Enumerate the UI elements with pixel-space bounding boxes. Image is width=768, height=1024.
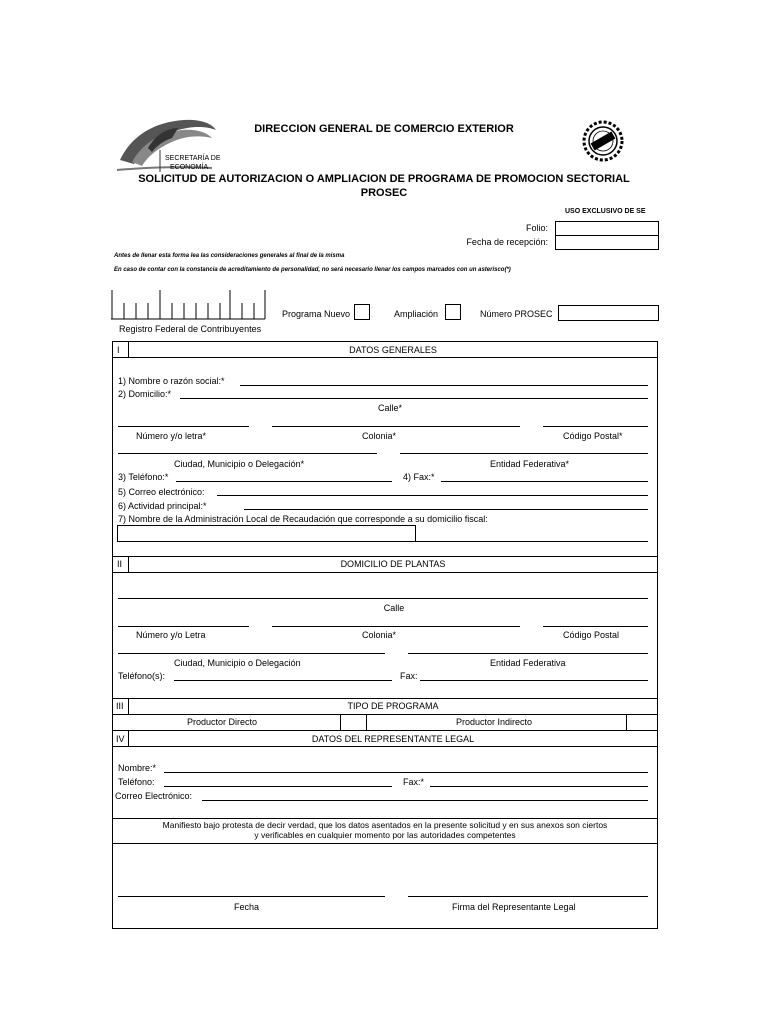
actividad-label: 6) Actividad principal:* bbox=[118, 501, 207, 511]
planta-calle-field[interactable] bbox=[118, 598, 648, 599]
planta-telefono-field[interactable] bbox=[174, 680, 392, 681]
entidad-field[interactable] bbox=[400, 453, 648, 454]
admin-local-field[interactable] bbox=[117, 525, 416, 542]
planta-cp-label: Código Postal bbox=[563, 630, 620, 640]
note-acreditamiento: En caso de contar con la constancia de acreditamiento de personalidad, no será necesario llenar los campos marcados con un asterisco(*) bbox=[114, 267, 511, 273]
fecha-recepcion-label: Fecha de recepción: bbox=[466, 237, 548, 247]
planta-entidad-field[interactable] bbox=[408, 653, 648, 654]
planta-fax-field[interactable] bbox=[420, 680, 648, 681]
planta-colonia-label: Colonia* bbox=[362, 630, 397, 640]
section-3-number: III bbox=[116, 701, 124, 711]
logo-text-economia: ECONOMÍA bbox=[170, 164, 209, 171]
fecha-field[interactable] bbox=[118, 896, 385, 897]
prosec-seal bbox=[582, 118, 624, 164]
programa-nuevo-checkbox[interactable] bbox=[354, 304, 370, 320]
section-3-title: TIPO DE PROGRAMA bbox=[347, 701, 439, 711]
fecha-recepcion-field[interactable] bbox=[555, 235, 659, 250]
rep-correo-label: Correo Electrónico: bbox=[115, 791, 193, 801]
colonia-label: Colonia* bbox=[362, 431, 397, 441]
domicilio-field[interactable] bbox=[180, 398, 648, 399]
rep-nombre-label: Nombre:* bbox=[118, 763, 157, 773]
header-title-prosec: PROSEC bbox=[360, 187, 408, 199]
section-2-number: II bbox=[117, 559, 123, 569]
numero-field[interactable] bbox=[118, 426, 249, 427]
ciudad-field[interactable] bbox=[118, 453, 377, 454]
nombre-razon-social-field[interactable] bbox=[240, 385, 648, 386]
section-4-number: IV bbox=[116, 734, 125, 744]
rep-telefono-label: Teléfono: bbox=[118, 777, 155, 787]
header-title-solicitud: SOLICITUD DE AUTORIZACION O AMPLIACION DE PROGRAMA DE PROMOCION SECTORIAL bbox=[138, 173, 630, 185]
logo-text-secretaria: SECRETARÍA DE bbox=[165, 155, 221, 162]
rep-nombre-field[interactable] bbox=[164, 772, 648, 773]
folio-field[interactable] bbox=[555, 221, 659, 236]
nombre-razon-social-label: 1) Nombre o razón social:* bbox=[118, 376, 225, 386]
header-title-direccion: DIRECCION GENERAL DE COMERCIO EXTERIOR bbox=[254, 123, 514, 135]
domicilio-label: 2) Domicilio:* bbox=[118, 389, 172, 399]
admin-local-field-extension[interactable] bbox=[416, 541, 648, 542]
colonia-field[interactable] bbox=[272, 426, 520, 427]
rfc-label: Registro Federal de Contribuyentes bbox=[119, 324, 262, 334]
ampliacion-checkbox[interactable] bbox=[445, 304, 461, 320]
fecha-label: Fecha bbox=[234, 902, 260, 912]
ampliacion-label: Ampliación bbox=[394, 309, 439, 319]
planta-ciudad-label: Ciudad, Municipio o Delegación bbox=[174, 658, 301, 668]
rep-fax-label: Fax:* bbox=[403, 777, 425, 787]
rep-correo-field[interactable] bbox=[202, 800, 648, 801]
codigo-postal-label: Código Postal* bbox=[563, 431, 623, 441]
telefono-field[interactable] bbox=[176, 481, 392, 482]
planta-ciudad-field[interactable] bbox=[118, 653, 385, 654]
fax-field[interactable] bbox=[441, 481, 648, 482]
numero-prosec-field[interactable] bbox=[558, 305, 659, 321]
office-use-label: USO EXCLUSIVO DE SE bbox=[565, 208, 646, 215]
ciudad-label: Ciudad, Municipio o Delegación* bbox=[174, 459, 305, 469]
numero-label: Número y/o letra* bbox=[136, 431, 207, 441]
planta-numero-field[interactable] bbox=[118, 626, 249, 627]
section-4-title: DATOS DEL REPRESENTANTE LEGAL bbox=[311, 734, 475, 744]
calle-label: Calle* bbox=[377, 403, 402, 413]
productor-indirecto-label: Productor Indirecto bbox=[456, 717, 533, 727]
entidad-label: Entidad Federativa* bbox=[490, 459, 570, 469]
planta-fax-label: Fax: bbox=[400, 671, 418, 681]
productor-indirecto-checkbox[interactable] bbox=[626, 714, 658, 731]
rfc-character-boxes bbox=[111, 290, 267, 320]
programa-nuevo-label: Programa Nuevo bbox=[282, 309, 351, 319]
planta-colonia-field[interactable] bbox=[272, 626, 520, 627]
correo-field[interactable] bbox=[217, 495, 648, 496]
actividad-field[interactable] bbox=[244, 509, 648, 510]
admin-local-label: 7) Nombre de la Administración Local de Recaudación que corresponde a su domicilio fiscal: bbox=[118, 514, 488, 524]
codigo-postal-field[interactable] bbox=[543, 426, 648, 427]
fax-label: 4) Fax:* bbox=[403, 472, 435, 482]
telefono-label: 3) Teléfono:* bbox=[118, 472, 169, 482]
note-consideraciones: Antes de llenar esta forma lea las consideraciones generales al final de la misma bbox=[114, 253, 345, 259]
section-2-title: DOMICILIO DE PLANTAS bbox=[340, 559, 446, 569]
planta-cp-field[interactable] bbox=[543, 626, 648, 627]
section-1-number: I bbox=[117, 345, 120, 355]
rfc-field[interactable] bbox=[111, 290, 267, 320]
planta-entidad-label: Entidad Federativa bbox=[490, 658, 566, 668]
numero-prosec-label: Número PROSEC bbox=[480, 309, 553, 319]
gear-seal-icon bbox=[582, 118, 624, 164]
section-1-title: DATOS GENERALES bbox=[349, 345, 437, 355]
planta-telefono-label: Teléfono(s): bbox=[118, 671, 166, 681]
planta-calle-label: Calle bbox=[383, 603, 405, 613]
productor-directo-checkbox[interactable] bbox=[340, 714, 367, 731]
productor-directo-label: Productor Directo bbox=[187, 717, 258, 727]
planta-numero-label: Número y/o Letra bbox=[136, 630, 206, 640]
correo-label: 5) Correo electrónico: bbox=[118, 487, 205, 497]
folio-label: Folio: bbox=[525, 223, 548, 233]
rep-fax-field[interactable] bbox=[430, 786, 648, 787]
firma-field[interactable] bbox=[408, 896, 648, 897]
firma-label: Firma del Representante Legal bbox=[452, 902, 576, 912]
declaration-line-2: y verificables en cualquier momento por las autoridades competentes bbox=[254, 830, 516, 840]
declaration-line-1: Manifiesto bajo protesta de decir verdad, que los datos asentados en la presente solicitud y en sus anexos son ciertos bbox=[162, 820, 608, 830]
rep-telefono-field[interactable] bbox=[164, 786, 392, 787]
